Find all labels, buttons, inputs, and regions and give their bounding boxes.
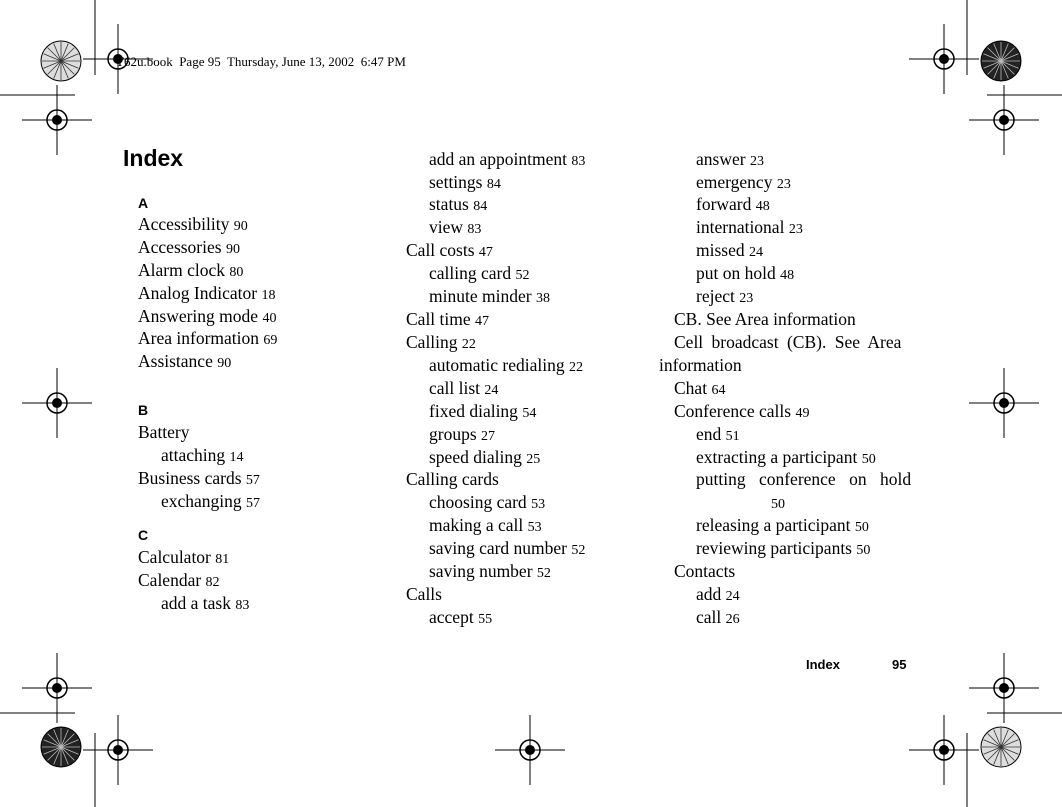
index-page-number: 83 (235, 598, 250, 613)
index-term: automatic redialing (429, 355, 565, 375)
index-term: international (696, 217, 785, 237)
index-term: extracting a participant (696, 447, 858, 467)
index-term: Conference calls (674, 401, 792, 421)
index-term: attaching (161, 445, 226, 465)
index-page-number: 52 (515, 268, 530, 283)
index-entry (696, 148, 764, 173)
index-letter-heading: A (138, 195, 149, 211)
index-page-number: 83 (467, 222, 482, 237)
index-term: forward (696, 194, 752, 214)
index-entry (406, 583, 442, 605)
index-entry (429, 285, 550, 310)
index-letter-heading: C (138, 527, 149, 543)
index-term: Battery (138, 422, 190, 442)
index-entry (696, 423, 740, 448)
index-entry (674, 377, 725, 402)
index-term: Accessories (138, 237, 222, 257)
index-page-number: 64 (711, 383, 726, 398)
index-page-number: 50 (771, 497, 785, 512)
index-entry (696, 262, 794, 287)
index-entry (674, 560, 735, 582)
index-entry (696, 468, 911, 490)
index-page-number: 53 (527, 520, 542, 535)
index-entry (659, 354, 742, 376)
index-entry (406, 308, 489, 333)
index-page-number: 48 (755, 199, 770, 214)
page-title: Index (123, 145, 184, 171)
index-term: Answering mode (138, 306, 259, 326)
index-term: add a task (161, 593, 231, 613)
index-page-number: 80 (229, 265, 244, 280)
index-page-number: 53 (531, 497, 546, 512)
index-term: calling card (429, 263, 512, 283)
index-entry (429, 560, 551, 585)
index-entry (161, 444, 244, 469)
index-page-number: 84 (473, 199, 488, 214)
index-page-number: 47 (478, 245, 493, 260)
index-page-number: 23 (776, 177, 791, 192)
index-page-number: 49 (795, 406, 810, 421)
index-entry (138, 546, 229, 571)
index-term: saving number (429, 561, 533, 581)
index-term: putting conference on hold (696, 469, 912, 489)
index-page-number: 57 (245, 473, 260, 488)
index-entry (696, 514, 869, 539)
index-page-number: 90 (217, 356, 232, 371)
index-page-number: 23 (739, 291, 754, 306)
index-term: choosing card (429, 492, 527, 512)
index-term: Call time (406, 309, 471, 329)
index-entry (429, 354, 583, 379)
index-term: call list (429, 378, 481, 398)
index-term: groups (429, 424, 477, 444)
footer-section-title: Index (806, 657, 840, 672)
index-page-number: 18 (261, 288, 276, 303)
index-entry (429, 491, 545, 516)
index-page-number: 26 (725, 612, 740, 627)
index-term: end (696, 424, 722, 444)
index-entry (138, 467, 260, 492)
index-entry (429, 400, 536, 425)
index-entry (406, 468, 499, 490)
index-page-number: 84 (486, 177, 501, 192)
print-header: T62u.book Page 95 Thursday, June 13, 2002 6:47 PM (116, 54, 406, 69)
index-entry (429, 606, 492, 631)
index-page-number: 57 (246, 496, 261, 511)
index-term: missed (696, 240, 745, 260)
index-entry (138, 213, 248, 238)
index-page-number: 23 (749, 154, 764, 169)
index-entry (429, 262, 529, 287)
index-term: saving card number (429, 538, 568, 558)
index-term: reject (696, 286, 735, 306)
index-term: emergency (696, 172, 773, 192)
index-page-number: 25 (526, 452, 541, 467)
index-page-number: 50 (856, 543, 871, 558)
index-term: fixed dialing (429, 401, 518, 421)
index-entry (696, 285, 753, 310)
index-term: Accessibility (138, 214, 230, 234)
index-entry (138, 421, 190, 443)
index-term: Alarm clock (138, 260, 225, 280)
index-page-number: 22 (461, 337, 476, 352)
index-page-number: 83 (571, 154, 586, 169)
index-entry (429, 193, 487, 218)
index-page-number: 50 (861, 452, 876, 467)
index-entry (696, 606, 740, 631)
index-page-number: 38 (535, 291, 550, 306)
index-entry (674, 400, 809, 425)
index-page-number: 54 (522, 406, 537, 421)
index-page-number: 24 (749, 245, 763, 260)
index-entry (696, 537, 870, 562)
footer-page-number: 95 (892, 657, 907, 672)
index-page-number: 47 (475, 314, 490, 329)
index-term: view (429, 217, 464, 237)
index-term: Contacts (674, 561, 736, 581)
index-entry (674, 308, 856, 330)
index-entry (138, 282, 275, 307)
index-entry (429, 148, 585, 173)
index-term: accept (429, 607, 474, 627)
index-term: Chat (674, 378, 708, 398)
index-term: making a call (429, 515, 524, 535)
index-term: speed dialing (429, 447, 522, 467)
index-entry (406, 331, 476, 356)
index-term: exchanging (161, 491, 242, 511)
index-term: CB. See Area information (674, 309, 856, 329)
index-entry (138, 569, 220, 594)
index-entry (161, 592, 249, 617)
index-page-number: 14 (229, 450, 244, 465)
index-term: settings (429, 172, 483, 192)
index-entry (696, 583, 740, 608)
index-term: add an appointment (429, 149, 568, 169)
index-term: Cell broadcast (CB). See Area (674, 332, 902, 352)
index-entry (138, 236, 240, 261)
index-entry (429, 537, 585, 562)
index-page-number: 82 (205, 575, 220, 590)
index-term: Calling cards (406, 469, 499, 489)
index-term: Call costs (406, 240, 475, 260)
index-page-number: 55 (478, 612, 493, 627)
index-page-number: 23 (788, 222, 803, 237)
index-term: put on hold (696, 263, 776, 283)
index-entry (429, 514, 542, 539)
index-entry (406, 239, 493, 264)
index-entry (771, 491, 785, 516)
index-term: Analog Indicator (138, 283, 258, 303)
index-term: Calendar (138, 570, 202, 590)
index-entry (138, 327, 277, 352)
index-entry (696, 216, 803, 241)
index-page-number: 52 (536, 566, 551, 581)
index-term: Assistance (138, 351, 213, 371)
index-page-number: 52 (571, 543, 586, 558)
index-term: Calculator (138, 547, 211, 567)
index-page-number: 50 (854, 520, 869, 535)
index-page-number: 48 (780, 268, 795, 283)
index-page-number: 24 (725, 589, 740, 604)
index-page-number: 40 (262, 311, 277, 326)
index-page-number: 90 (233, 219, 248, 234)
index-term: releasing a participant (696, 515, 851, 535)
index-page-number: 24 (484, 383, 499, 398)
index-term: reviewing participants (696, 538, 852, 558)
index-term: answer (696, 149, 746, 169)
index-entry (161, 490, 260, 515)
index-page-number: 81 (215, 552, 230, 567)
index-term: information (659, 355, 742, 375)
index-entry (138, 259, 243, 284)
index-term: Calls (406, 584, 442, 604)
index-page-number: 22 (568, 360, 583, 375)
index-term: Area information (138, 328, 259, 348)
index-page-number: 51 (725, 429, 740, 444)
index-term: Business cards (138, 468, 242, 488)
index-entry (696, 193, 770, 218)
index-term: Calling (406, 332, 458, 352)
index-entry (429, 377, 498, 402)
index-entry (674, 331, 901, 353)
index-term: status (429, 194, 469, 214)
index-entry (429, 423, 495, 448)
index-term: add (696, 584, 722, 604)
index-entry (696, 239, 763, 264)
index-page-number: 69 (263, 333, 278, 348)
index-term: call (696, 607, 722, 627)
index-page-number: 27 (481, 429, 496, 444)
index-entry (429, 216, 481, 241)
index-entry (138, 350, 231, 375)
index-letter-heading: B (138, 402, 149, 418)
index-page-number: 90 (225, 242, 240, 257)
index-term: minute minder (429, 286, 532, 306)
